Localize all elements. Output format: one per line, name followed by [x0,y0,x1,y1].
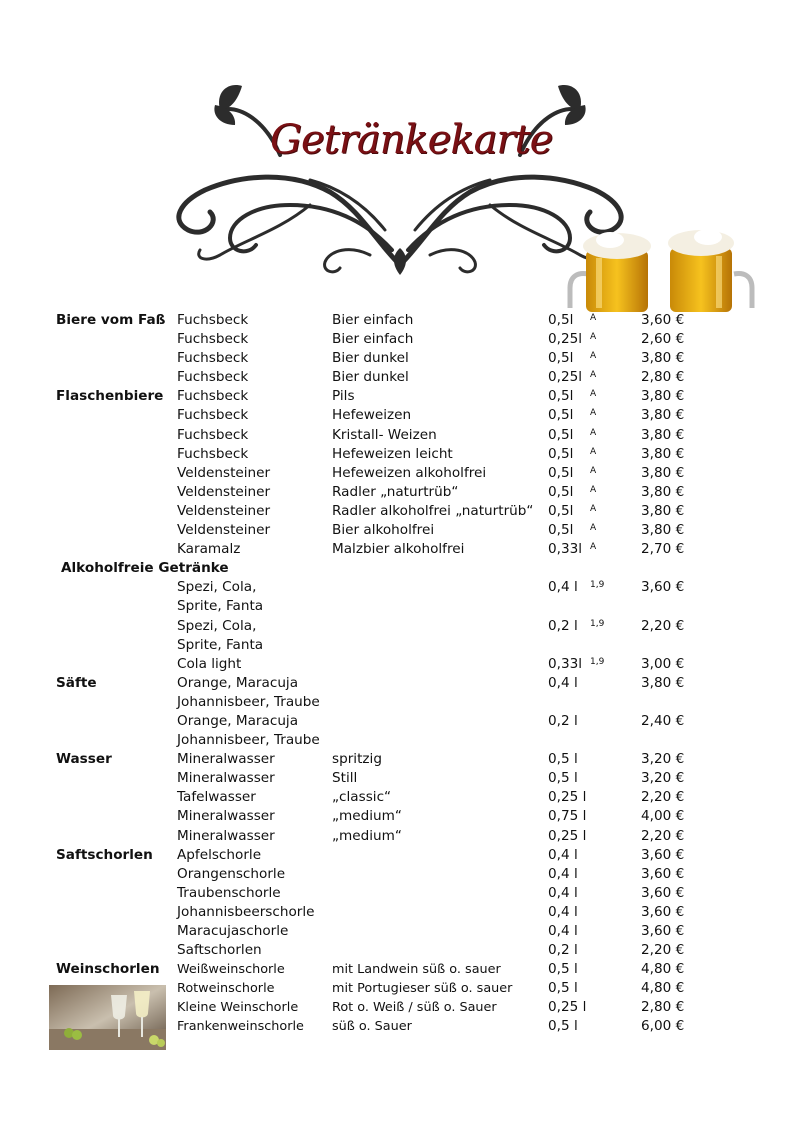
menu-row [0,521,793,540]
item-volume: 0,5l [548,312,574,328]
item-price: 3,60 € [641,884,685,901]
item-volume: 0,5l [548,502,574,519]
item-description: Radler „naturtrüb“ [332,483,459,500]
allergen-note: A [590,332,597,343]
item-price: 3,60 € [641,312,685,328]
item-volume: 0,25l [548,331,583,348]
item-price: 4,80 € [641,961,685,978]
item-name: Veldensteiner [177,483,271,500]
item-price: 2,60 € [641,331,685,348]
item-name: Mineralwasser [177,827,275,844]
item-volume: 0,5l [548,483,574,500]
item-name: Fuchsbeck [177,407,249,424]
menu-row [0,846,793,865]
category-label: Saftschorlen [56,846,153,863]
item-name: Fuchsbeck [177,312,249,328]
category-label: Flaschenbiere [56,388,164,405]
item-price: 3,60 € [641,579,685,596]
item-description: „medium“ [332,808,402,825]
menu-row [0,655,793,674]
item-price: 3,20 € [641,770,685,787]
item-description: Bier alkoholfrei [332,522,435,539]
item-description: süß o. Sauer [332,1019,412,1035]
item-description: Radler alkoholfrei „naturtrüb“ [332,502,534,519]
item-name: Kleine Weinschorle [177,1000,299,1016]
item-name: Mineralwasser [177,751,275,768]
item-volume: 0,4 l [548,884,578,901]
item-volume: 0,4 l [548,923,578,939]
item-volume: 0,4 l [548,846,578,863]
item-name: Fuchsbeck [177,369,249,386]
item-price: 3,80 € [641,674,685,691]
item-description: mit Landwein süß o. sauer [332,962,501,978]
menu-row [0,807,793,826]
item-volume: 0,2 l [548,712,578,729]
menu-row [0,750,793,769]
item-price: 3,80 € [641,407,685,424]
item-description: Hefeweizen alkoholfrei [332,464,487,481]
item-price: 3,80 € [641,502,685,519]
item-name: Fuchsbeck [177,445,249,462]
allergen-note: A [590,351,597,362]
category-label: Säfte [56,674,97,691]
item-name: Johannisbeer, Traube [177,732,320,749]
menu-row [0,330,793,349]
item-description: Pils [332,388,355,405]
menu-row [0,884,793,903]
allergen-note: A [590,465,597,476]
item-name: Sprite, Fanta [177,636,264,653]
beer-mugs [566,228,756,312]
menu-row [0,464,793,483]
item-name: Veldensteiner [177,502,271,519]
menu-row [0,941,793,960]
item-price: 3,80 € [641,522,685,539]
item-price: 3,60 € [641,865,685,882]
item-volume: 0,33l [548,655,583,672]
item-description: Malzbier alkoholfrei [332,541,465,558]
item-volume: 0,25 l [548,999,587,1016]
allergen-note: A [590,427,597,438]
allergen-note: A [590,446,597,457]
menu-row [0,998,793,1017]
item-volume: 0,2 l [548,942,578,959]
item-price: 2,80 € [641,369,685,386]
item-description: Bier einfach [332,312,414,328]
item-name: Spezi, Cola, [177,617,257,634]
menu-row [0,597,793,616]
allergen-note: A [590,408,597,419]
item-name: Johannisbeer, Traube [177,693,320,710]
item-name: Apfelschorle [177,846,262,863]
item-description: „medium“ [332,827,402,844]
item-name: Weißweinschorle [177,962,285,978]
item-price: 2,80 € [641,999,685,1016]
item-price: 2,20 € [641,789,685,806]
item-volume: 0,5l [548,445,574,462]
item-name: Fuchsbeck [177,426,249,443]
item-price: 3,80 € [641,464,685,481]
item-name: Frankenweinschorle [177,1019,304,1035]
item-price: 3,80 € [641,483,685,500]
item-price: 3,80 € [641,445,685,462]
item-name: Fuchsbeck [177,331,249,348]
menu-row [0,979,793,998]
item-price: 3,60 € [641,903,685,920]
drinks-menu [0,311,793,1037]
item-description: Bier dunkel [332,369,409,386]
item-price: 4,00 € [641,808,685,825]
menu-row [0,387,793,406]
menu-row [0,788,793,807]
item-volume: 0,33l [548,541,583,558]
menu-row [0,540,793,559]
item-price: 3,80 € [641,350,685,367]
allergen-note: A [590,523,597,534]
item-volume: 0,5 l [548,980,578,997]
menu-row [0,617,793,636]
allergen-note: A [590,313,597,323]
item-volume: 0,5l [548,426,574,443]
menu-row [0,368,793,387]
item-description: Bier einfach [332,331,414,348]
item-price: 2,20 € [641,827,685,844]
item-name: Veldensteiner [177,522,271,539]
category-label: Weinschorlen [56,961,160,978]
item-description: Still [332,770,358,787]
menu-row [0,903,793,922]
item-volume: 0,5 l [548,961,578,978]
item-volume: 0,75 l [548,808,587,825]
allergen-note: A [590,370,597,381]
item-description: „classic“ [332,789,392,806]
allergen-note: A [590,484,597,495]
menu-row [0,674,793,693]
item-volume: 0,5l [548,388,574,405]
item-price: 2,20 € [641,942,685,959]
menu-row [0,769,793,788]
item-price: 6,00 € [641,1018,685,1035]
menu-row [0,922,793,941]
category-label: Wasser [56,751,112,768]
item-name: Sprite, Fanta [177,598,264,615]
menu-row [0,406,793,425]
item-name: Karamalz [177,541,241,558]
item-description: spritzig [332,751,382,768]
item-name: Veldensteiner [177,464,271,481]
item-volume: 0,5l [548,407,574,424]
item-name: Mineralwasser [177,808,275,825]
menu-row [0,483,793,502]
item-description: Bier dunkel [332,350,409,367]
allergen-note: A [590,542,597,553]
menu-row [0,636,793,655]
item-name: Johannisbeerschorle [177,903,315,920]
menu-row [0,693,793,712]
item-volume: 0,2 l [548,617,578,634]
item-description: Kristall- Weizen [332,426,437,443]
item-volume: 0,5l [548,350,574,367]
allergen-note: 1,9 [590,656,605,667]
menu-row [0,311,793,330]
item-volume: 0,5 l [548,751,578,768]
item-description: mit Portugieser süß o. sauer [332,981,513,997]
menu-row [0,712,793,731]
allergen-note: A [590,503,597,514]
item-description: Hefeweizen [332,407,412,424]
menu-row [0,960,793,979]
menu-row [0,445,793,464]
item-price: 3,60 € [641,923,685,939]
item-price: 3,60 € [641,846,685,863]
item-description: Rot o. Weiß / süß o. Sauer [332,1000,497,1016]
item-volume: 0,4 l [548,903,578,920]
item-name: Traubenschorle [177,884,281,901]
item-price: 4,80 € [641,980,685,997]
allergen-note: 1,9 [590,618,605,629]
item-volume: 0,4 l [548,579,578,596]
menu-row [0,865,793,884]
page-title: Getränkekarte [270,117,553,163]
item-name: Rotweinschorle [177,981,275,997]
menu-row [0,731,793,750]
item-volume: 0,25l [548,369,583,386]
item-name: Spezi, Cola, [177,579,257,596]
allergen-note: A [590,389,597,400]
item-volume: 0,25 l [548,789,587,806]
item-name: Orangenschorle [177,865,286,882]
item-price: 3,80 € [641,388,685,405]
item-price: 3,20 € [641,751,685,768]
menu-row [0,426,793,445]
item-volume: 0,5l [548,522,574,539]
item-volume: 0,4 l [548,865,578,882]
item-volume: 0,25 l [548,827,587,844]
menu-row [0,827,793,846]
item-price: 2,20 € [641,617,685,634]
category-label: Biere vom Faß [56,312,166,328]
item-name: Maracujaschorle [177,923,289,939]
menu-row [0,349,793,368]
menu-row [0,578,793,597]
item-name: Fuchsbeck [177,350,249,367]
item-volume: 0,5 l [548,770,578,787]
item-price: 3,80 € [641,426,685,443]
item-price: 2,40 € [641,712,685,729]
allergen-note: 1,9 [590,580,605,591]
item-name: Orange, Maracuja [177,674,299,691]
item-volume: 0,5 l [548,1018,578,1035]
item-name: Cola light [177,655,242,672]
item-price: 3,00 € [641,655,685,672]
item-name: Orange, Maracuja [177,712,299,729]
category-label: Alkoholfreie Getränke [61,560,229,577]
item-name: Tafelwasser [177,789,256,806]
item-volume: 0,4 l [548,674,578,691]
item-name: Saftschorlen [177,942,262,959]
item-description: Hefeweizen leicht [332,445,453,462]
menu-row [0,559,793,578]
menu-row [0,1017,793,1036]
item-price: 2,70 € [641,541,685,558]
item-name: Mineralwasser [177,770,275,787]
item-volume: 0,5l [548,464,574,481]
menu-row [0,502,793,521]
item-name: Fuchsbeck [177,388,249,405]
